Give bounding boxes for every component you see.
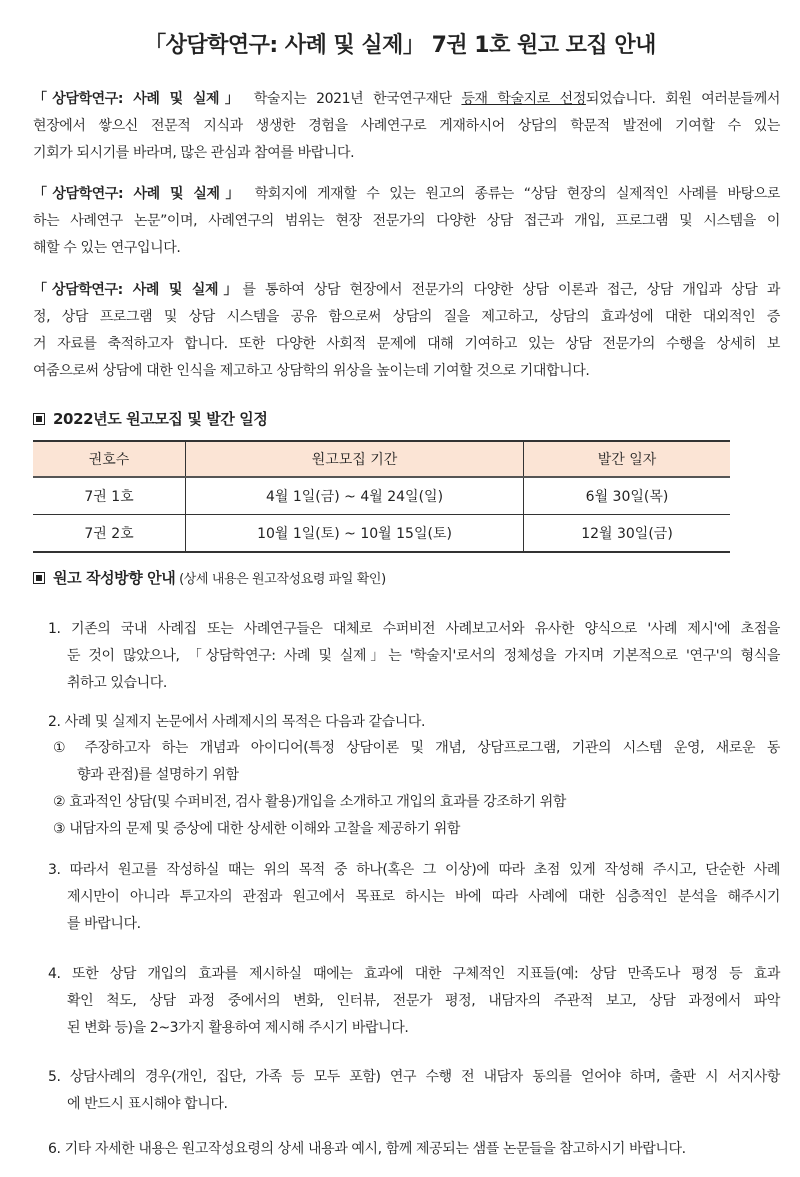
- text-line: 하는 사례연구 논문”이며, 사례연구의 범위는 현장 전문가의 다양한 상담 접근과 개입, 프로그램 및 시스템을 이: [33, 213, 780, 229]
- text-line: 를 바랍니다.: [67, 916, 141, 932]
- text-line: 된 변화 등)을 2~3가지 활용하여 제시해 주시기 바랍니다.: [67, 1020, 409, 1036]
- guide-item-6: [48, 1136, 780, 1163]
- guide-item-5: [48, 1064, 780, 1118]
- cell: 7권 1호: [33, 477, 186, 515]
- page-title: 「상담학연구: 사례 및 실제」 7권 1호 원고 모집 안내: [144, 33, 656, 58]
- cell: 6월 30일(목): [524, 477, 731, 515]
- text-line: 에 반드시 표시해야 합니다.: [67, 1096, 228, 1112]
- square-bullet-icon: [33, 572, 45, 584]
- underlined-text: 등재 학술지로 선정: [461, 91, 586, 107]
- heading-note: (상세 내용은 원고작성요령 파일 확인): [175, 572, 386, 587]
- table-header-row: [33, 441, 730, 477]
- header-cell: 권호수: [33, 441, 186, 477]
- guide-item-2: [48, 709, 780, 736]
- text-line: 제시만이 아니라 투고자의 관점과 원고에서 목표로 하시는 바에 따라 사례에 대한 심층적인 분석을 해주시기: [67, 889, 780, 905]
- text-line: 정, 상담 프로그램 및 상담 시스템을 공유 함으로써 상담의 질을 제고하고, 상담의 효과성에 대한 대외적인 증: [33, 309, 780, 325]
- cell: 10월 1일(토) ~ 10월 15일(토): [186, 515, 524, 553]
- purpose-list: [53, 735, 780, 843]
- header-cell: 원고모집 기간: [186, 441, 524, 477]
- text: 학술지는 2021년 한국연구재단: [244, 91, 462, 107]
- guide-heading: [33, 567, 386, 588]
- text-line: 5. 상담사례의 경우(개인, 집단, 가족 등 모두 포함) 연구 수행 전 내담자 동의를 얻어야 하며, 출판 시 서지사항: [48, 1069, 780, 1085]
- text-line: 6. 기타 자세한 내용은 원고작성요령의 상세 내용과 예시, 함께 제공되는 샘플 논문들을 참고하시기 바랍니다.: [48, 1141, 686, 1157]
- journal-name: 「상담학연구: 사례 및 실제」: [33, 91, 245, 107]
- text-line: 확인 척도, 상담 과정 중에서의 변화, 인터뷰, 전문가 평정, 내담자의 주관적 보고, 상담 과정에서 파악: [67, 993, 780, 1009]
- text-line: 4. 또한 상담 개입의 효과를 제시하실 때에는 효과에 대한 구체적인 지표들(예: 상담 만족도나 평정 등 효과: [48, 966, 780, 982]
- cell: 4월 1일(금) ~ 4월 24일(일): [186, 477, 524, 515]
- heading-text: 원고 작성방향 안내: [53, 569, 176, 587]
- text: 되었습니다. 회원 여러분들께서: [585, 91, 781, 107]
- text-line: 1. 기존의 국내 사례집 또는 사례연구들은 대체로 수퍼비전 사례보고서와 유사한 양식으로 '사례 제시'에 초점을: [48, 621, 780, 637]
- text-line: 해할 수 있는 연구입니다.: [33, 240, 181, 256]
- table-row: [33, 515, 730, 553]
- intro-paragraph-2: [33, 181, 780, 262]
- table-row: [33, 477, 730, 515]
- purpose-item: ③ 내담자의 문제 및 증상에 대한 상세한 이해와 고찰을 제공하기 위함: [53, 821, 460, 837]
- heading-text: 2022년도 원고모집 및 발간 일정: [53, 410, 268, 428]
- header-cell: 발간 일자: [524, 441, 731, 477]
- cell: 12월 30일(금): [524, 515, 731, 553]
- text-line: 둔 것이 많았으나, 「상담학연구: 사례 및 실제」는 '학술지'로서의 정체성을 가지며 기본적으로 '연구'의 형식을: [67, 648, 780, 664]
- purpose-item: ① 주장하고자 하는 개념과 아이디어(특정 상담이론 및 개념, 상담프로그램, 기관의 시스템 운영, 새로운 동: [53, 740, 780, 756]
- journal-name: 「상담학연구: 사례 및 실제」: [33, 186, 245, 202]
- intro-paragraph-3: [33, 277, 780, 385]
- text: 를 통하여 상담 현장에서 전문가의 다양한 상담 이론과 접근, 상담 개입과 상담 과: [242, 282, 780, 298]
- schedule-heading: [33, 408, 267, 429]
- purpose-item: ② 효과적인 상담(및 수퍼비전, 검사 활용)개입을 소개하고 개입의 효과를 강조하기 위함: [53, 794, 567, 810]
- text-line: 여줌으로써 상담에 대한 인식을 제고하고 상담학의 위상을 높이는데 기여할 것으로 기대합니다.: [33, 363, 590, 379]
- text-line: 향과 관점)를 설명하기 위함: [77, 767, 239, 783]
- guide-item-3: [48, 857, 780, 938]
- text-line: 3. 따라서 원고를 작성하실 때는 위의 목적 중 하나(혹은 그 이상)에 따라 초점 있게 작성해 주시고, 단순한 사례: [48, 862, 780, 878]
- text-line: 거 자료를 축적하고자 합니다. 또한 다양한 사회적 문제에 대해 기여하고 있는 상담 전문가의 수행을 상세히 보: [33, 336, 780, 352]
- text: 학회지에 게재할 수 있는 원고의 종류는 “상담 현장의 실제적인 사례를 바탕으로: [244, 186, 781, 202]
- cell: 7권 2호: [33, 515, 186, 553]
- schedule-table: [33, 440, 730, 553]
- intro-paragraph-1: [33, 86, 780, 167]
- square-bullet-icon: [33, 413, 45, 425]
- text-line: 2. 사례 및 실제지 논문에서 사례제시의 목적은 다음과 같습니다.: [48, 714, 426, 730]
- text-line: 현장에서 쌓으신 전문적 지식과 생생한 경험을 사례연구로 게재하시어 상담의 학문적 발전에 기여할 수 있는: [33, 118, 780, 134]
- guide-item-1: [48, 616, 780, 697]
- text-line: 취하고 있습니다.: [67, 675, 167, 691]
- guide-item-4: [48, 961, 780, 1042]
- text-line: 기회가 되시기를 바라며, 많은 관심과 참여를 바랍니다.: [33, 145, 355, 161]
- journal-name: 「상담학연구: 사례 및 실제」: [33, 282, 243, 298]
